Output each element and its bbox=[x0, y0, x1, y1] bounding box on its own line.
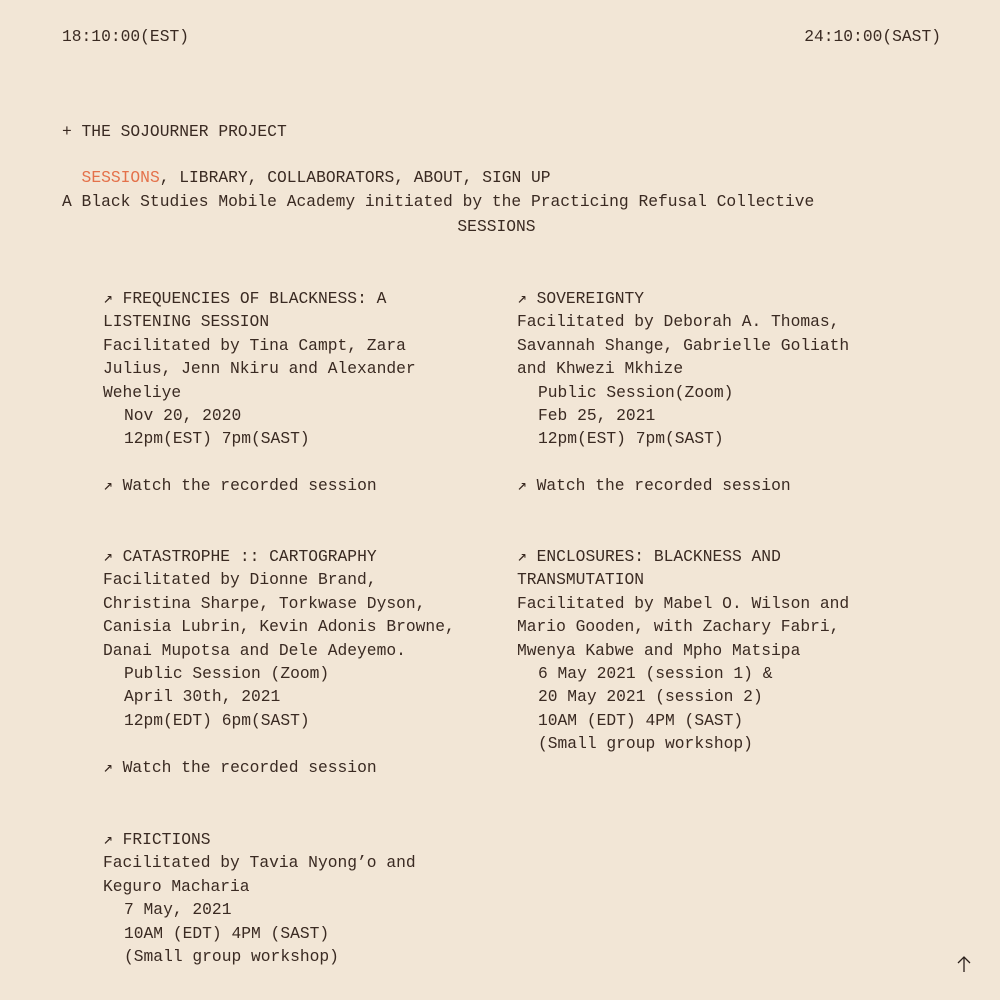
session-time: 10AM (EDT) 4PM (SAST) bbox=[538, 710, 744, 730]
session-title: ENCLOSURES: BLACKNESS AND bbox=[536, 547, 781, 566]
session-time: 12pm(EDT) 6pm(SAST) bbox=[124, 710, 310, 730]
session-date: 20 May 2021 (session 2) bbox=[538, 687, 763, 707]
watch-recording-link[interactable] bbox=[517, 474, 849, 497]
session-date: 6 May 2021 (session 1) & bbox=[538, 664, 773, 684]
session-time: 12pm(EST) 7pm(SAST) bbox=[538, 429, 724, 449]
arrow-northeast-icon: ↗ bbox=[103, 289, 113, 308]
clock-sast: 24:10:00(SAST) bbox=[804, 27, 941, 46]
nav-separator: , bbox=[247, 168, 268, 188]
nav-separator: , bbox=[394, 168, 414, 188]
nav-sign-up[interactable]: SIGN UP bbox=[482, 168, 551, 188]
watch-recording-label: Watch the recorded session bbox=[122, 757, 377, 777]
session-card bbox=[103, 287, 416, 498]
session-title-link[interactable] bbox=[517, 545, 849, 568]
session-facilitators: and Khwezi Mkhize bbox=[517, 359, 684, 379]
session-facilitators: Mario Gooden, with Zachary Fabri, bbox=[517, 617, 840, 637]
session-facilitators: Facilitated by Dionne Brand, bbox=[103, 570, 377, 590]
session-facilitators: Facilitated by Tina Campt, Zara bbox=[103, 335, 406, 355]
arrow-northeast-icon: ↗ bbox=[103, 830, 113, 849]
session-title-link[interactable] bbox=[517, 287, 849, 310]
session-format: (Small group workshop) bbox=[124, 947, 339, 967]
session-facilitators: Facilitated by Mabel O. Wilson and bbox=[517, 593, 850, 613]
nav-separator: , bbox=[159, 168, 180, 188]
nav-library[interactable]: LIBRARY bbox=[179, 168, 248, 188]
arrow-northeast-icon: ↗ bbox=[517, 476, 527, 496]
watch-recording-label: Watch the recorded session bbox=[122, 476, 377, 496]
session-date: Nov 20, 2020 bbox=[124, 406, 242, 426]
site-title[interactable]: + THE SOJOURNER PROJECT bbox=[62, 121, 287, 141]
session-title: FRICTIONS bbox=[122, 830, 211, 849]
session-format: (Small group workshop) bbox=[538, 734, 753, 754]
session-facilitators: Canisia Lubrin, Kevin Adonis Browne, bbox=[103, 617, 455, 637]
session-title-link[interactable] bbox=[103, 828, 416, 851]
nav-sessions[interactable]: SESSIONS bbox=[81, 168, 160, 188]
session-format: Public Session(Zoom) bbox=[538, 382, 734, 402]
page-title: SESSIONS bbox=[457, 217, 536, 236]
session-facilitators: Danai Mupotsa and Dele Adeyemo. bbox=[103, 640, 406, 660]
watch-recording-label: Watch the recorded session bbox=[536, 476, 791, 496]
session-time: 10AM (EDT) 4PM (SAST) bbox=[124, 923, 330, 943]
session-card bbox=[517, 287, 849, 498]
nav-separator: , bbox=[462, 168, 483, 188]
session-facilitators: Keguro Macharia bbox=[103, 876, 250, 896]
arrow-northeast-icon: ↗ bbox=[517, 289, 527, 308]
session-title: SOVEREIGNTY bbox=[536, 289, 645, 308]
session-date: April 30th, 2021 bbox=[124, 687, 281, 707]
session-title: CATASTROPHE :: CARTOGRAPHY bbox=[122, 547, 377, 566]
session-card bbox=[103, 828, 416, 968]
watch-recording-link[interactable] bbox=[103, 756, 455, 779]
session-facilitators: Facilitated by Deborah A. Thomas, bbox=[517, 312, 840, 332]
arrow-northeast-icon: ↗ bbox=[103, 547, 113, 566]
session-title-link[interactable] bbox=[103, 545, 455, 568]
nav-collaborators[interactable]: COLLABORATORS bbox=[267, 168, 395, 188]
session-facilitators: Savannah Shange, Gabrielle Goliath bbox=[517, 335, 850, 355]
session-facilitators: Mwenya Kabwe and Mpho Matsipa bbox=[517, 640, 801, 660]
session-title-link[interactable] bbox=[103, 287, 416, 310]
session-title-continued[interactable]: TRANSMUTATION bbox=[517, 570, 645, 590]
arrow-northeast-icon: ↗ bbox=[517, 547, 527, 566]
session-card bbox=[103, 545, 455, 779]
arrow-northeast-icon: ↗ bbox=[103, 476, 113, 496]
clock-est: 18:10:00(EST) bbox=[62, 27, 190, 46]
arrow-northeast-icon: ↗ bbox=[103, 757, 113, 777]
nav-about[interactable]: ABOUT bbox=[413, 168, 463, 188]
session-facilitators: Facilitated by Tavia Nyong’o and bbox=[103, 853, 416, 873]
site-subtitle: A Black Studies Mobile Academy initiated by the Practicing Refusal Collective bbox=[62, 192, 815, 212]
back-to-top-button[interactable] bbox=[952, 952, 976, 976]
session-format: Public Session (Zoom) bbox=[124, 664, 330, 684]
main-nav bbox=[62, 143, 551, 190]
session-time: 12pm(EST) 7pm(SAST) bbox=[124, 429, 310, 449]
session-title-continued[interactable]: LISTENING SESSION bbox=[103, 312, 270, 332]
session-title: FREQUENCIES OF BLACKNESS: A bbox=[122, 289, 387, 308]
arrow-up-icon bbox=[952, 952, 976, 976]
watch-recording-link[interactable] bbox=[103, 474, 416, 497]
session-facilitators: Weheliye bbox=[103, 382, 182, 402]
session-facilitators: Julius, Jenn Nkiru and Alexander bbox=[103, 359, 416, 379]
session-date: Feb 25, 2021 bbox=[538, 406, 656, 426]
session-card bbox=[517, 545, 849, 756]
session-date: 7 May, 2021 bbox=[124, 900, 232, 920]
session-facilitators: Christina Sharpe, Torkwase Dyson, bbox=[103, 593, 426, 613]
